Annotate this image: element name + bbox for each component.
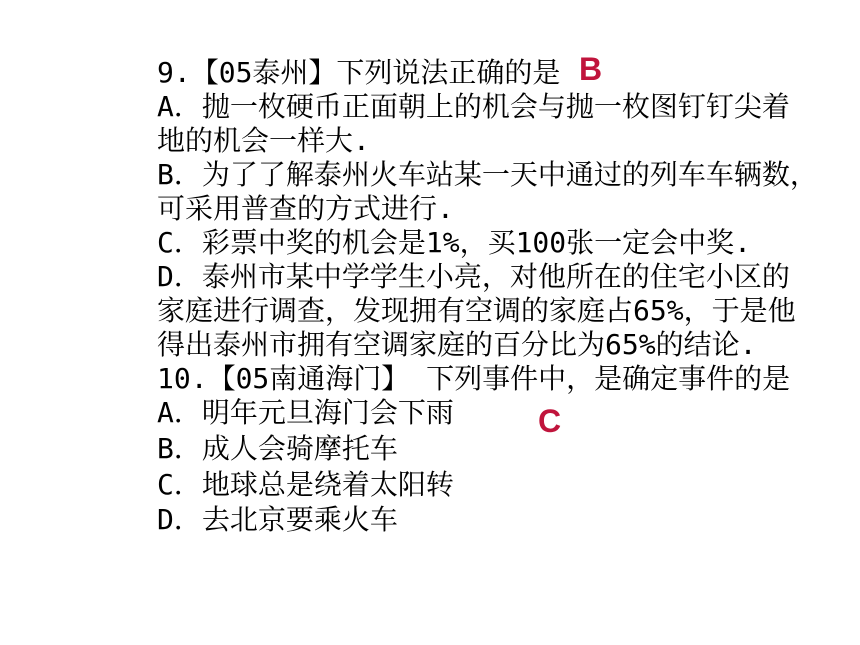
question-9-option-a-line2: 地的机会一样大.	[157, 124, 370, 157]
question-9-option-d-line1: D．泰州市某中学学生小亮，对他所在的住宅小区的	[157, 260, 790, 293]
question-9-option-d-line3: 得出泰州市拥有空调家庭的百分比为65%的结论.	[157, 328, 757, 361]
question-10-option-b: B．成人会骑摩托车	[157, 432, 398, 465]
question-10-option-d: D．去北京要乘火车	[157, 503, 398, 536]
question-10-option-c: C．地球总是绕着太阳转	[157, 468, 454, 501]
question-9-option-b-line1: B．为了了解泰州火车站某一天中通过的列车车辆数，	[157, 158, 818, 191]
question-9-option-c: C．彩票中奖的机会是1%，买100张一定会中奖.	[157, 226, 752, 259]
question-9-title: 9.【05泰州】下列说法正确的是	[157, 56, 561, 89]
question-9-option-d-line2: 家庭进行调查，发现拥有空调的家庭占65%，于是他	[157, 294, 796, 327]
question-9-answer: B	[579, 51, 603, 87]
question-9-option-b-line2: 可采用普查的方式进行.	[157, 192, 454, 225]
question-10-answer: C	[538, 403, 562, 439]
question-9-option-a-line1: A．抛一枚硬币正面朝上的机会与抛一枚图钉钉尖着	[157, 90, 790, 123]
question-10-option-a: A．明年元旦海门会下雨	[157, 396, 454, 429]
question-10-title: 10.【05南通海门】 下列事件中，是确定事件的是	[157, 362, 791, 395]
